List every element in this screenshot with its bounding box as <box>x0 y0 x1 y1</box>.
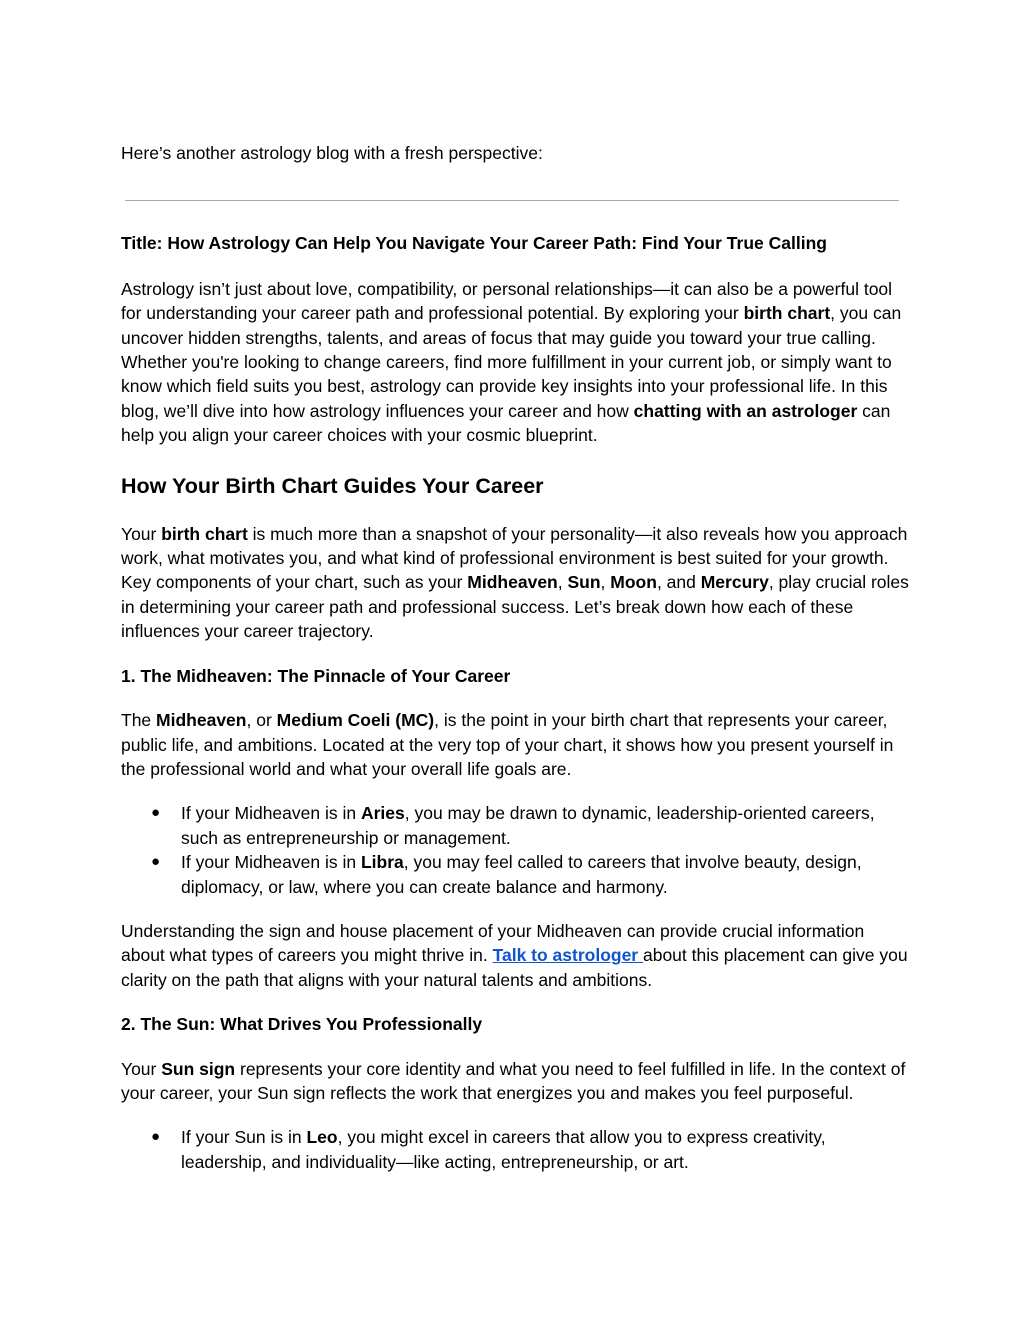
text-run: about this placement can give you clarity on the path that aligns with your natural talents and ambitions. <box>121 945 908 990</box>
blog-title: Title: How Astrology Can Help You Navigate Your Career Path: Find Your True Calling <box>121 233 827 254</box>
text-run: , you can uncover hidden strengths, talents, and areas of focus that may guide you toward your true calling. Whether you're looking to change careers, find more fulfillment in your current job, or simply want to know which field suits you best, astrology can provide key insights into your professional life. In this blog, we’ll dive into how astrology influences your career and how <box>121 303 902 421</box>
bold-sun-sign: Sun sign <box>161 1058 236 1079</box>
text-run: represents your core identity and what you need to feel fulfilled in life. In the context of your career, your Sun sign reflects the work that energizes you and makes you feel purposeful. <box>121 1058 906 1103</box>
bold-leo: Leo <box>306 1127 338 1148</box>
text-run: Your <box>121 1058 162 1079</box>
midheaven-paragraph <box>121 708 911 781</box>
text-run: If your Midheaven is in <box>181 803 361 824</box>
text-run: Understanding the sign and house placement of your Midheaven can provide crucial information about what types of careers you might thrive in. <box>121 920 865 966</box>
text-run: , and <box>656 572 701 593</box>
bullet-icon: ● <box>151 1128 161 1146</box>
sun-list <box>121 1125 911 1174</box>
bold-aries: Aries <box>360 803 405 824</box>
bold-midheaven: Midheaven <box>467 572 558 593</box>
bullet-icon: ● <box>151 804 161 822</box>
text-run: , or <box>246 710 277 731</box>
list-item <box>151 850 911 899</box>
bold-libra: Libra <box>360 852 404 873</box>
text-run: , <box>600 572 611 593</box>
text-run: , you may feel called to careers that involve beauty, design, diplomacy, or law, where you can create balance and harmony. <box>181 852 862 897</box>
talk-to-astrologer-link[interactable]: Talk to astrologer <box>492 945 643 966</box>
bold-birth-chart: birth chart <box>743 303 831 324</box>
list-item <box>151 801 911 850</box>
intro-paragraph <box>121 277 911 448</box>
heading-sun: 2. The Sun: What Drives You Professionally <box>121 1014 483 1035</box>
birth-chart-paragraph <box>121 522 911 644</box>
bold-sun: Sun <box>567 572 601 593</box>
bold-midheaven: Midheaven <box>156 710 247 731</box>
document-body <box>121 141 911 1194</box>
horizontal-rule <box>125 200 899 201</box>
text-run: If your Sun is in <box>181 1127 307 1148</box>
list-item <box>151 1125 911 1174</box>
text-run: , <box>557 572 568 593</box>
text-run: Your <box>121 523 162 544</box>
bold-mercury: Mercury <box>700 572 769 593</box>
text-run: is much more than a snapshot of your personality—it also reveals how you approach work, what motivates you, and what kind of professional environment is best suited for your growth. Key components of your chart, such as your <box>121 523 908 593</box>
intro-line: Here’s another astrology blog with a fresh perspective: <box>121 143 543 163</box>
text-run: , you may be drawn to dynamic, leadership-oriented careers, such as entrepreneurship or management. <box>181 803 875 848</box>
heading-birth-chart: How Your Birth Chart Guides Your Career <box>121 473 544 498</box>
midheaven-summary-paragraph <box>121 919 911 992</box>
midheaven-list <box>121 801 911 899</box>
bold-moon: Moon <box>610 572 657 593</box>
heading-midheaven: 1. The Midheaven: The Pinnacle of Your Career <box>121 665 511 686</box>
bold-birth-chart: birth chart <box>161 523 248 544</box>
text-run: , you might excel in careers that allow you to express creativity, leadership, and individuality—like acting, entrepreneurship, or art. <box>181 1127 826 1172</box>
bold-chatting-astrologer: chatting with an astrologer <box>633 400 858 421</box>
text-run: can help you align your career choices with your cosmic blueprint. <box>121 400 891 446</box>
text-run: The <box>121 710 157 731</box>
bold-medium-coeli: Medium Coeli (MC) <box>276 710 435 731</box>
sun-paragraph <box>121 1057 911 1106</box>
bullet-icon: ● <box>151 853 161 871</box>
text-run: , is the point in your birth chart that represents your career, public life, and ambitions. Located at the very top of your chart, it shows how you present yourself in the professional world and what your overall life goals are. <box>121 710 894 779</box>
text-run: , play crucial roles in determining your career path and professional success. Let’s break down how each of these influences your career trajectory. <box>121 572 909 642</box>
text-run: If your Midheaven is in <box>181 852 361 873</box>
text-run: Astrology isn’t just about love, compatibility, or personal relationships—it can also be a powerful tool for understanding your career path and professional potential. By exploring your <box>121 278 893 324</box>
